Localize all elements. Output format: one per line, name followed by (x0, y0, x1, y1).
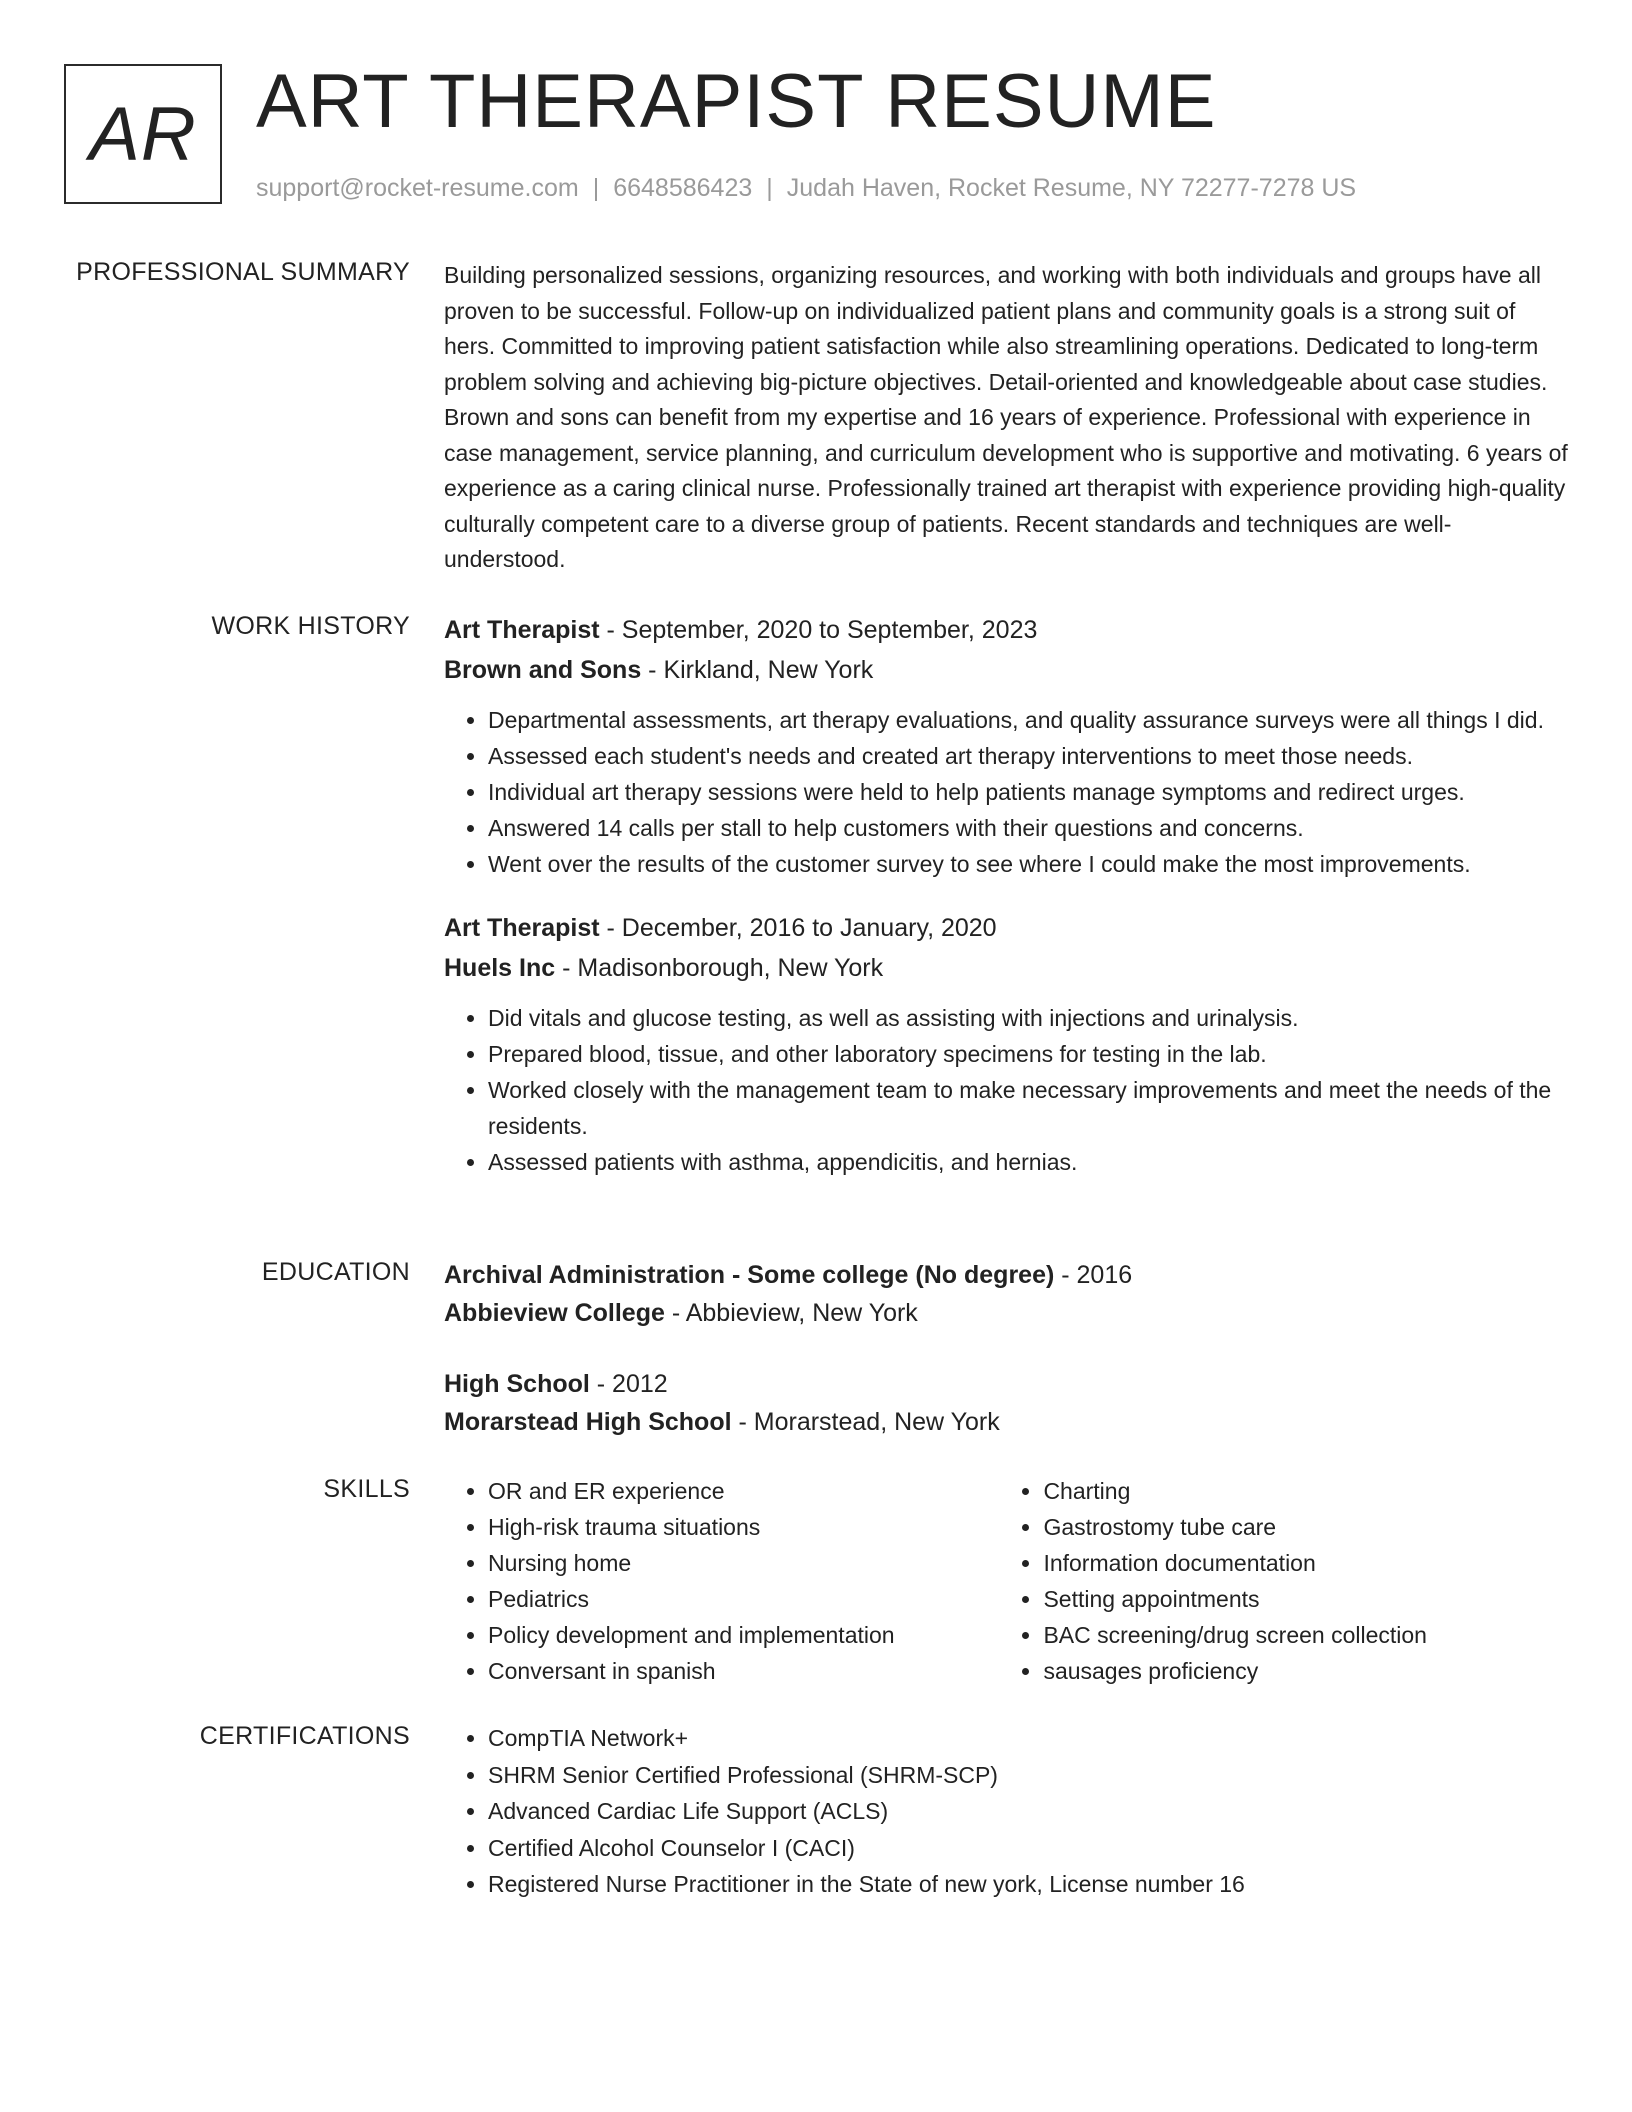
list-item: • Gastrostomy tube care (1043, 1509, 1568, 1545)
list-item: • SHRM Senior Certified Professional (SHRM-SCP) (488, 1757, 1568, 1794)
education-school-line (444, 1294, 1568, 1332)
job-company-line (444, 650, 1568, 690)
contact-separator: | (592, 174, 600, 202)
job-entry (444, 908, 1568, 1180)
list-item: • Worked closely with the management team to make necessary improvements and meet the needs of the residents. (488, 1072, 1568, 1144)
list-item: • Assessed patients with asthma, appendicitis, and hernias. (488, 1144, 1568, 1180)
summary-body (444, 258, 1568, 578)
list-item: • Conversant in spanish (488, 1653, 999, 1689)
job-title-line (444, 610, 1568, 650)
list-item: • Went over the results of the customer survey to see where I could make the most improvements. (488, 846, 1568, 882)
skills-columns (444, 1473, 1568, 1689)
list-item: • Departmental assessments, art therapy evaluations, and quality assurance surveys were all things I did. (488, 702, 1568, 738)
resume-header (64, 59, 1584, 210)
list-item: • Nursing home (488, 1545, 999, 1581)
work-history-body (444, 610, 1568, 1180)
skills-body (444, 1473, 1568, 1689)
job-bullets (444, 702, 1568, 882)
education-year: - 2012 (589, 1370, 668, 1398)
job-entry (444, 610, 1568, 882)
list-item: • CompTIA Network+ (488, 1720, 1568, 1757)
education-school-line (444, 1403, 1568, 1441)
contact-separator: | (766, 174, 773, 202)
certifications-list (444, 1720, 1568, 1903)
list-item: • Assessed each student's needs and created art therapy interventions to meet those needs. (488, 738, 1568, 774)
education-entry (444, 1365, 1568, 1441)
education-year: - 2016 (1054, 1261, 1133, 1289)
list-item: • Did vitals and glucose testing, as well as assisting with injections and urinalysis. (488, 1000, 1568, 1036)
certifications-heading: CERTIFICATIONS (199, 1722, 410, 1750)
list-item: • High-risk trauma situations (488, 1509, 999, 1545)
list-item: • Individual art therapy sessions were held to help patients manage symptoms and redirect urges. (488, 774, 1568, 810)
list-item: • Answered 14 calls per stall to help customers with their questions and concerns. (488, 810, 1568, 846)
list-item: • Policy development and implementation (488, 1617, 999, 1653)
list-item: • Certified Alcohol Counselor I (CACI) (488, 1830, 1568, 1867)
education-degree: Archival Administration - Some college (No degree) (444, 1261, 1055, 1289)
education-body (444, 1256, 1568, 1441)
list-item: • Advanced Cardiac Life Support (ACLS) (488, 1793, 1568, 1830)
job-company: Brown and Sons (444, 656, 642, 684)
job-location: - Kirkland, New York (641, 656, 874, 684)
education-degree: High School (444, 1370, 590, 1398)
list-item: • sausages proficiency (1043, 1653, 1568, 1689)
summary-text: Building personalized sessions, organizing resources, and working with both individuals and groups have all proven to be successful. Follow-up on individualized patient plans and community goals is a strong suit of hers. Committed to improving patient satisfaction while also streamlining operations. Dedicated to long-term problem solving and achieving big-picture objectives. Detail-oriented and knowledgeable about case studies. Brown and sons can benefit from my expertise and 16 years of experience. Professional with experience in case management, service planning, and curriculum development who is supportive and motivating. 6 years of experience as a caring clinical nurse. Professionally trained art therapist with experience providing high-quality culturally competent care to a diverse group of patients. Recent standards and techniques are well-understood. (444, 262, 1568, 572)
education-location: - Abbieview, New York (664, 1299, 918, 1327)
education-degree-line (444, 1256, 1568, 1294)
job-bullets (444, 1000, 1568, 1180)
job-dates: - December, 2016 to January, 2020 (599, 914, 997, 942)
list-item: • OR and ER experience (488, 1473, 999, 1509)
skills-list-left (444, 1473, 999, 1689)
contact-phone[interactable]: 6648586423 (613, 174, 753, 202)
monogram-badge: AR (64, 64, 222, 204)
summary-heading: PROFESSIONAL SUMMARY (76, 258, 410, 286)
skills-list-right (999, 1473, 1568, 1689)
certifications-body (444, 1720, 1568, 1903)
list-item: • Information documentation (1043, 1545, 1568, 1581)
list-item: • Registered Nurse Practitioner in the State of new york, License number 16 (488, 1866, 1568, 1903)
job-title: Art Therapist (444, 616, 600, 644)
job-title-line (444, 908, 1568, 948)
list-item: • Charting (1043, 1473, 1568, 1509)
job-company-line (444, 948, 1568, 988)
work-history-heading: WORK HISTORY (211, 612, 410, 640)
education-heading: EDUCATION (261, 1258, 410, 1286)
job-title: Art Therapist (444, 914, 600, 942)
resume-title: ART THERAPIST RESUME (256, 59, 1217, 144)
list-item: • Setting appointments (1043, 1581, 1568, 1617)
job-dates: - September, 2020 to September, 2023 (599, 616, 1038, 644)
contact-email[interactable]: support@rocket-resume.com (256, 174, 579, 202)
job-location: - Madisonborough, New York (555, 954, 884, 982)
contact-address: Judah Haven, Rocket Resume, NY 72277-7278 US (786, 174, 1357, 202)
contact-line (256, 174, 1356, 203)
education-school: Abbieview College (444, 1299, 665, 1327)
list-item: • BAC screening/drug screen collection (1043, 1617, 1568, 1653)
education-degree-line (444, 1365, 1568, 1403)
skills-heading: SKILLS (323, 1475, 410, 1503)
education-school: Morarstead High School (444, 1408, 732, 1436)
education-location: - Morarstead, New York (731, 1408, 1000, 1436)
education-entry (444, 1256, 1568, 1332)
list-item: • Prepared blood, tissue, and other laboratory specimens for testing in the lab. (488, 1036, 1568, 1072)
list-item: • Pediatrics (488, 1581, 999, 1617)
job-company: Huels Inc (444, 954, 556, 982)
